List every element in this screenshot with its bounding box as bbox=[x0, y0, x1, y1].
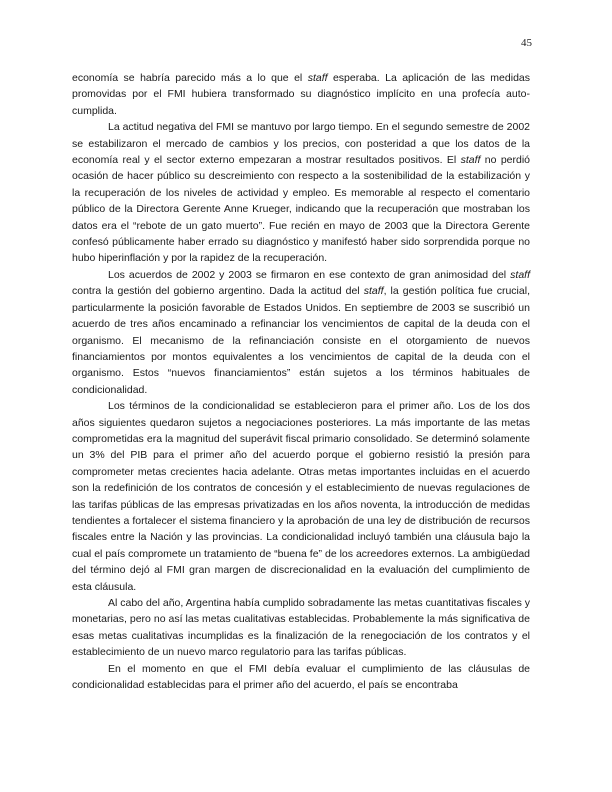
text-run: esperaba. La aplicación de las medidas promovidas por el FMI hubiera transformado su diagnóstico implícito en una profecía auto-cumplida. bbox=[72, 72, 530, 117]
paragraph-3 bbox=[72, 267, 530, 398]
text-run: Los términos de la condicionalidad se establecieron para el primer año. Los de los dos años siguientes quedaron sujetos a negociaciones posteriores. La más importante de las metas comprometidas era la magnitud del superávit fiscal primario consolidado. Se determinó solamente un 3% del PIB para el primer año del acuerdo porque el gobierno resistió la presión para comprometer metas crecientes hacia adelante. Otras metas importantes incluidas en el acuerdo son la redefinición de los contratos de concesión y el establecimiento de nuevas regulaciones de las tarifas públicas de las empresas privatizadas en los años noventa, la introducción de medidas tendientes a fortalecer el sistema financiero y la aprobación de una ley de distribución de recursos fiscales entre la Nación y las provincias. La condicionalidad incluyó también una cláusula bajo la cual el país compromete un tratamiento de “buena fe” de los acreedores externos. La ambigüedad del término dejó al FMI gran margen de discrecionalidad en la evaluación del cumplimiento de esta cláusula. bbox=[72, 400, 530, 593]
paragraph-1 bbox=[72, 70, 530, 119]
text-run: economía se habría parecido más a lo que el bbox=[72, 72, 308, 84]
paragraph-2 bbox=[72, 119, 530, 267]
italic-term: staff bbox=[363, 285, 384, 298]
text-run: En el momento en que el FMI debía evaluar el cumplimiento de las cláusulas de condicionalidad establecidas para el primer año del acuerdo, el país se encontraba bbox=[72, 662, 530, 692]
text-run: La actitud negativa del FMI se mantuvo por largo tiempo. En el segundo semestre de 2002 se estabilizaron el mercado de cambios y los precios, con posteridad a que los datos de la economía real y el sector externo empezaran a mostrar resultados positivos. El bbox=[72, 121, 530, 167]
body-text bbox=[72, 70, 530, 693]
text-run: no perdió ocasión de hacer público su descreimiento con respecto a la sostenibilidad de la estabilización y la recuperación de los niveles de actividad y empleo. Es memorable al respecto el comentario público de la Directora Gerente Anne Krueger, indicando que la recuperación que mostraban los datos era el “rebote de un gato muerto”. Fue recién en mayo de 2003 que la Directora Gerente confesó públicamente haber errado su diagnóstico y manifestó haber sido sorprendida porque no hubo hiperinflación y por la rapidez de la recuperación. bbox=[72, 154, 531, 265]
paragraph-5 bbox=[72, 595, 530, 661]
italic-term: staff bbox=[460, 154, 481, 167]
paragraph-4 bbox=[72, 398, 530, 595]
paragraph-6 bbox=[72, 661, 530, 694]
italic-term: staff bbox=[510, 268, 530, 281]
text-run: , la gestión política fue crucial, particularmente la posición favorable de Estados Unidos. En septiembre de 2003 se suscribió un acuerdo de tres años encaminado a refinanciar los vencimientos de capital de la deuda con el organismo. El mecanismo de la refinanciación consiste en el otorgamiento de nuevos financiamientos por montos equivalentes a los vencimientos de capital de la deuda con el organismo. Estos “nuevos financiamientos” están sujetos a los términos habituales de condicionalidad. bbox=[72, 285, 530, 396]
page-number: 45 bbox=[521, 37, 532, 49]
text-run: Al cabo del año, Argentina había cumplido sobradamente las metas cuantitativas fiscales y monetarias, pero no así las metas cualitativas establecidas. Probablemente la más significativa de esas metas cualitativas incumplidas es la finalización de la renegociación de los contratos y el establecimiento de un nuevo marco regulatorio para las tarifas públicas. bbox=[72, 597, 530, 659]
italic-term: staff bbox=[307, 72, 328, 84]
text-run: contra la gestión del gobierno argentino. Dada la actitud del bbox=[72, 285, 364, 298]
text-run: Los acuerdos de 2002 y 2003 se firmaron en ese contexto de gran animosidad del bbox=[108, 268, 511, 281]
